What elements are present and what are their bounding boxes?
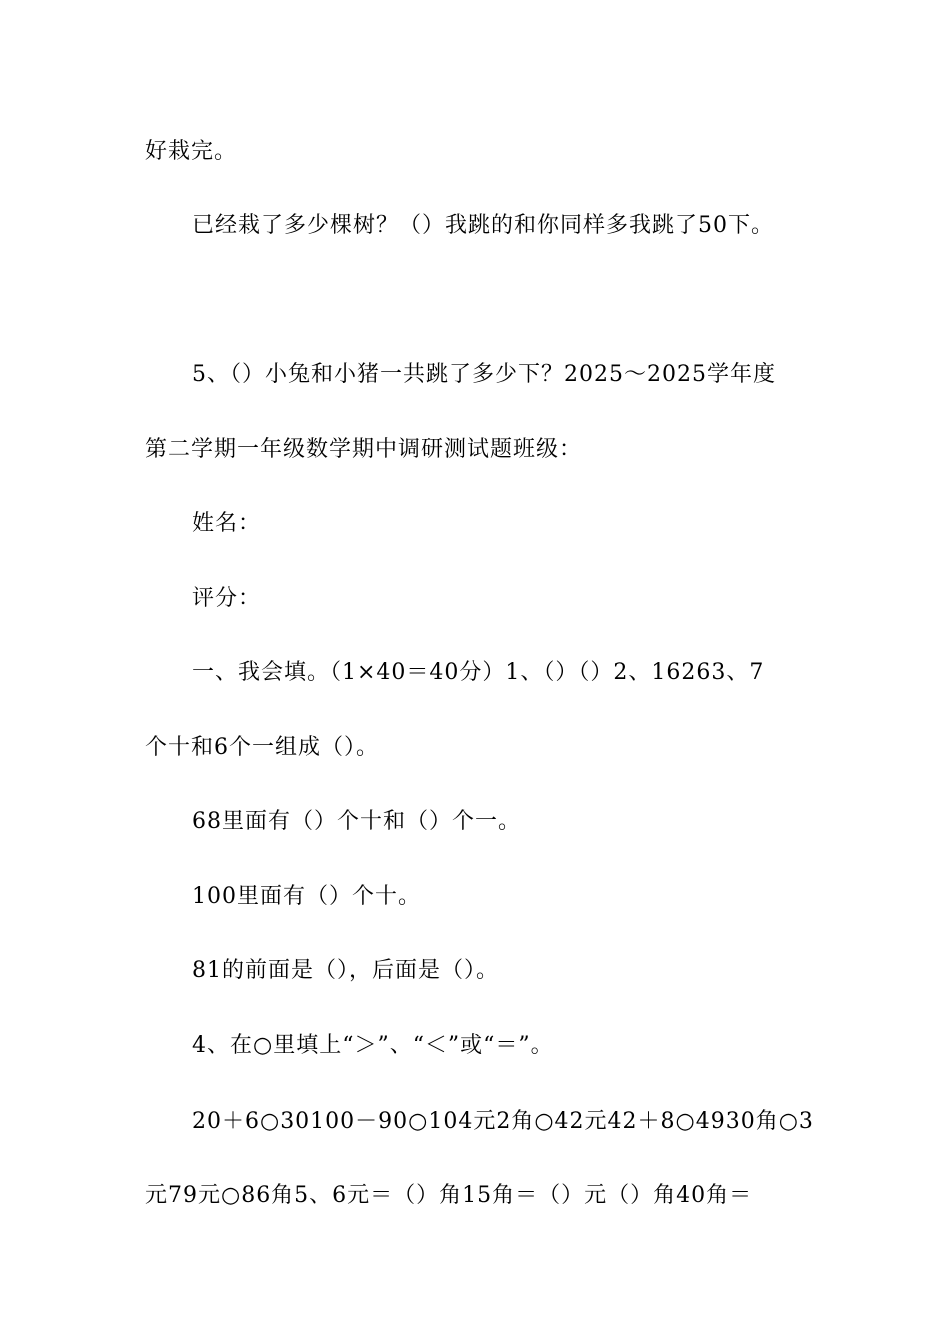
text-line-13: 20＋6○30100－90○104元2角○42元42＋8○4930角○3 [192,1109,814,1134]
text-line-2: 已经栽了多少棵树？（）我跳的和你同样多我跳了50下。 [192,213,774,238]
text-line-14: 元79元○86角5、6元＝（）角15角＝（）元（）角40角＝ [145,1183,753,1208]
text-line-5: 姓名： [192,511,262,536]
text-line-1: 好栽完。 [145,139,238,164]
text-line-11: 81的前面是（），后面是（）。 [192,958,499,983]
text-line-9: 68里面有（）个十和（）个一。 [192,809,521,834]
text-line-10: 100里面有（）个十。 [192,884,421,909]
text-line-6: 评分： [192,586,262,611]
text-line-12: 4、在○里填上“＞”、“＜”或“＝”。 [192,1033,554,1058]
text-line-3: 5、（）小兔和小猪一共跳了多少下？2025～2025学年度 [192,362,776,387]
text-line-4: 第二学期一年级数学期中调研测试题班级： [145,437,583,462]
text-line-8: 个十和6个一组成（）。 [145,735,379,760]
text-line-7: 一、我会填。（1×40＝40分）1、（）（）2、16263、7 [192,660,765,685]
